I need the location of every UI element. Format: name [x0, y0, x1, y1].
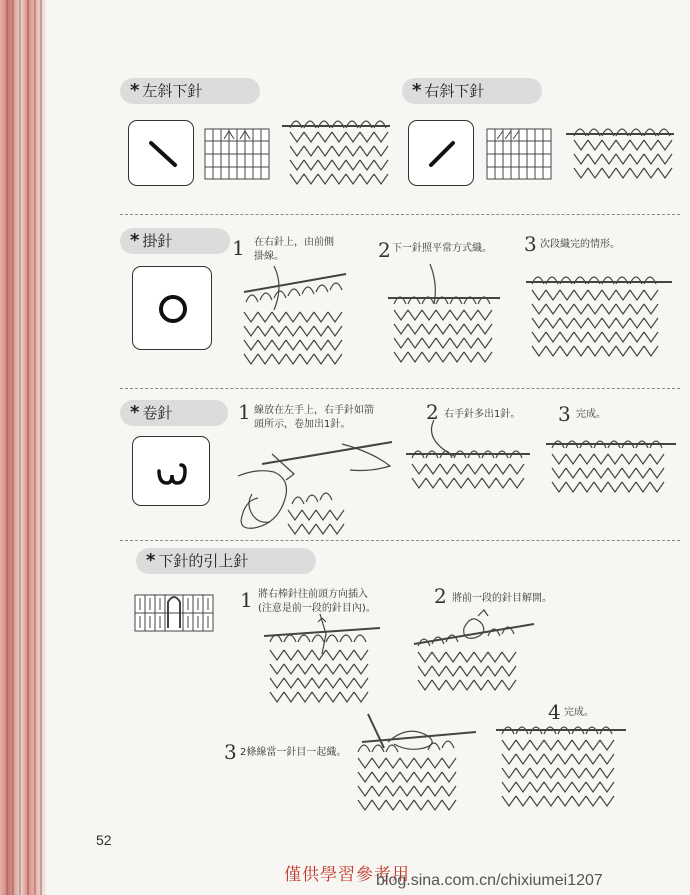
yarn-over-step-2-text: 下一針照平常方式織。: [392, 243, 492, 254]
source-url: blog.sina.com.cn/chixiumei1207: [376, 872, 603, 889]
symbol-box-right-decrease: [408, 120, 474, 186]
section-title-right-decrease: * 右斜下針: [402, 78, 542, 104]
pull-up-step-3-number: 3: [224, 740, 237, 764]
illustration-pull-up-step-3: [348, 712, 480, 816]
book-page-edge: [0, 0, 46, 895]
section-title-left-decrease: * 左斜下針: [120, 78, 260, 104]
slash-line-icon: [409, 121, 475, 187]
symbol-box-wrap-stitch: [132, 436, 210, 506]
wrap-stitch-step-1-text: 線放在左手上，右手針如箭 頭所示，卷加出1針。: [254, 405, 374, 430]
illustration-pull-up-step-2: [408, 604, 538, 700]
pull-up-chart-icon: [134, 594, 214, 632]
illustration-yarn-over-step-2: [384, 262, 504, 368]
illustration-pull-up-step-4: [494, 714, 630, 814]
section-title-wrap-stitch: * 卷針: [120, 400, 228, 426]
wrap-stitch-step-3-number: 3: [558, 402, 571, 426]
pull-up-step-1-number: 1: [240, 588, 253, 612]
section-title-yarn-over: * 掛針: [120, 228, 230, 254]
pull-up-step-2-text: 將前一段的針目解開。: [452, 593, 552, 604]
illustration-yarn-over-step-1: [234, 262, 354, 370]
circle-o-icon: [133, 267, 213, 351]
wrap-stitch-step-1-number: 1: [238, 400, 251, 424]
illustration-yarn-over-step-3: [524, 268, 674, 372]
wrap-stitch-step-2-number: 2: [426, 400, 439, 424]
section-title-pull-up-stitch: * 下針的引上針: [136, 548, 316, 574]
pull-up-step-1-text: 將右棒針往前頭方向插入 (注意是前一段的針目內)。: [258, 589, 376, 614]
wrap-stitch-step-3-text: 完成。: [576, 409, 606, 420]
pull-up-step-4-text: 完成。: [564, 707, 594, 718]
section-divider-1: [120, 214, 680, 215]
section-divider-3: [120, 540, 680, 541]
yarn-over-step-3-text: 次段織完的情形。: [540, 239, 620, 250]
omega-loop-icon: [133, 437, 211, 507]
chart-grid-right-decrease: [486, 128, 552, 180]
pull-up-step-2-number: 2: [434, 584, 447, 608]
illustration-left-decrease: [282, 112, 392, 186]
yarn-over-step-2-number: 2: [378, 238, 391, 262]
symbol-box-yarn-over: [132, 266, 212, 350]
pull-up-step-3-text: 2條線當一針目一起織。: [240, 747, 347, 758]
yarn-over-step-3-number: 3: [524, 232, 537, 256]
wrap-stitch-step-2-text: 右手針多出1針。: [444, 409, 521, 420]
illustration-wrap-stitch-step-2: [404, 418, 534, 498]
chart-grid-left-decrease: [204, 128, 270, 180]
illustration-wrap-stitch-step-3: [544, 430, 680, 500]
backslash-line-icon: [129, 121, 195, 187]
section-divider-2: [120, 388, 680, 389]
page-number: 52: [96, 832, 112, 848]
symbol-box-left-decrease: [128, 120, 194, 186]
yarn-over-step-1-text: 在右針上，由前側 掛線。: [254, 237, 334, 262]
illustration-right-decrease: [566, 126, 676, 188]
illustration-pull-up-step-1: [260, 612, 386, 708]
pull-up-step-4-number: 4: [548, 700, 561, 724]
illustration-wrap-stitch-step-1: [232, 434, 396, 542]
yarn-over-step-1-number: 1: [232, 236, 245, 260]
book-page: [46, 0, 690, 895]
watermark-text: 僅供學習參考用: [284, 865, 410, 885]
